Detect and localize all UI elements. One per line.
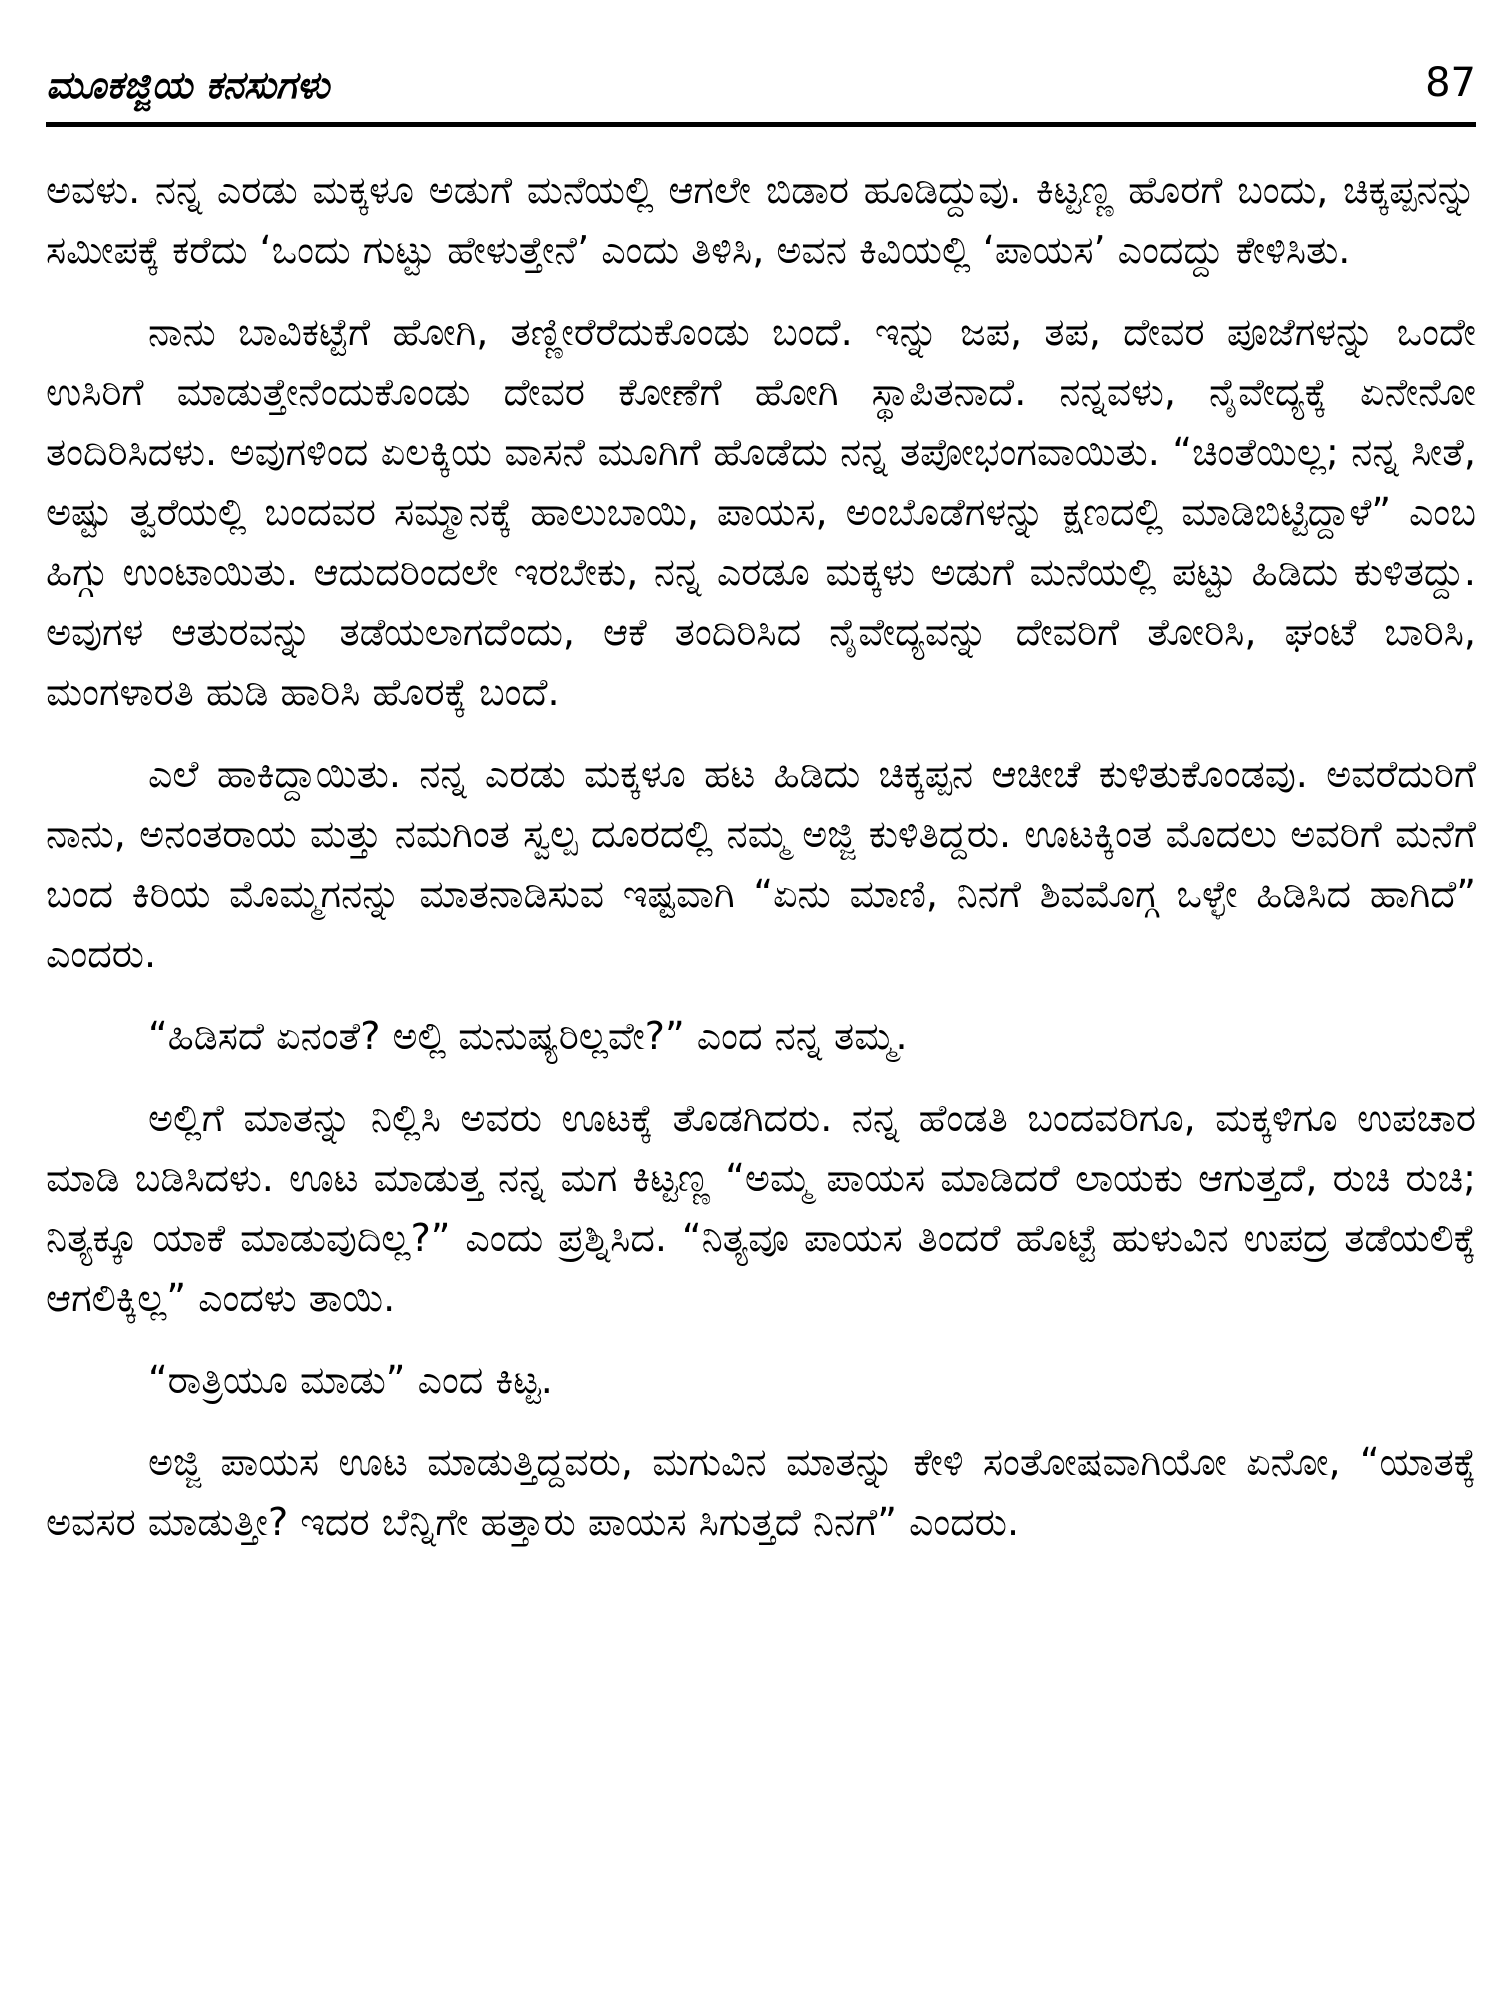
header-rule — [46, 122, 1476, 127]
paragraph: ಅವಳು. ನನ್ನ ಎರಡು ಮಕ್ಕಳೂ ಅಡುಗೆ ಮನೆಯಲ್ಲಿ ಆಗಲೇ ಬಿಡಾರ ಹೂಡಿದ್ದುವು. ಕಿಟ್ಟಣ್ಣ ಹೊರಗೆ ಬಂದು, ಚಿಕ್ಕಪ್ಪನನ್ನು ಸಮೀಪಕ್ಕೆ ಕರೆದು ‘ಒಂದು ಗುಟ್ಟು ಹೇಳುತ್ತೇನೆ’ ಎಂದು ತಿಳಿಸಿ, ಅವನ ಕಿವಿಯಲ್ಲಿ ‘ಪಾಯಸ’ ಎಂದದ್ದು ಕೇಳಿಸಿತು. — [46, 168, 1476, 272]
paragraph: ಅಲ್ಲಿಗೆ ಮಾತನ್ನು ನಿಲ್ಲಿಸಿ ಅವರು ಊಟಕ್ಕೆ ತೊಡಗಿದರು. ನನ್ನ ಹೆಂಡತಿ ಬಂದವರಿಗೂ, ಮಕ್ಕಳಿಗೂ ಉಪಚಾರ ಮಾಡಿ ಬಡಿಸಿದಳು. ಊಟ ಮಾಡುತ್ತ ನನ್ನ ಮಗ ಕಿಟ್ಟಣ್ಣ “ಅಮ್ಮ ಪಾಯಸ ಮಾಡಿದರೆ ಲಾಯಕು ಆಗುತ್ತದೆ, ರುಚಿ ರುಚಿ; ನಿತ್ಯಕ್ಕೂ ಯಾಕೆ ಮಾಡುವುದಿಲ್ಲ?” ಎಂದು ಪ್ರಶ್ನಿಸಿದ. “ನಿತ್ಯವೂ ಪಾಯಸ ತಿಂದರೆ ಹೊಟ್ಟೆ ಹುಳುವಿನ ಉಪದ್ರ ತಡೆಯಲಿಕ್ಕೆ ಆಗಲಿಕ್ಕಿಲ್ಲ” ಎಂದಳು ತಾಯಿ. — [46, 1096, 1476, 1320]
body-text — [46, 160, 1476, 1552]
paragraph: ನಾನು ಬಾವಿಕಟ್ಟೆಗೆ ಹೋಗಿ, ತಣ್ಣೀರೆರೆದುಕೊಂಡು ಬಂದೆ. ಇನ್ನು ಜಪ, ತಪ, ದೇವರ ಪೂಜೆಗಳನ್ನು ಒಂದೇ ಉಸಿರಿಗೆ ಮಾಡುತ್ತೇನೆಂದುಕೊಂಡು ದೇವರ ಕೋಣೆಗೆ ಹೋಗಿ ಸ್ಥಾಪಿತನಾದೆ. ನನ್ನವಳು, ನೈವೇದ್ಯಕ್ಕೆ ಏನೇನೋ ತಂದಿರಿಸಿದಳು. ಅವುಗಳಿಂದ ಏಲಕ್ಕಿಯ ವಾಸನೆ ಮೂಗಿಗೆ ಹೊಡೆದು ನನ್ನ ತಪೋಭಂಗವಾಯಿತು. “ಚಿಂತೆಯಿಲ್ಲ; ನನ್ನ ಸೀತೆ, ಅಷ್ಟು ತ್ವರೆಯಲ್ಲಿ ಬಂದವರ ಸಮ್ಮಾನಕ್ಕೆ ಹಾಲುಬಾಯಿ, ಪಾಯಸ, ಅಂಬೊಡೆಗಳನ್ನು ಕ್ಷಣದಲ್ಲಿ ಮಾಡಿಬಿಟ್ಟಿದ್ದಾಳೆ” ಎಂಬ ಹಿಗ್ಗು ಉಂಟಾಯಿತು. ಆದುದರಿಂದಲೇ ಇರಬೇಕು, ನನ್ನ ಎರಡೂ ಮಕ್ಕಳು ಅಡುಗೆ ಮನೆಯಲ್ಲಿ ಪಟ್ಟು ಹಿಡಿದು ಕುಳಿತದ್ದು. ಅವುಗಳ ಆತುರವನ್ನು ತಡೆಯಲಾಗದೆಂದು, ಆಕೆ ತಂದಿರಿಸಿದ ನೈವೇದ್ಯವನ್ನು ದೇವರಿಗೆ ತೋರಿಸಿ, ಘಂಟೆ ಬಾರಿಸಿ, ಮಂಗಳಾರತಿ ಹುಡಿ ಹಾರಿಸಿ ಹೊರಕ್ಕೆ ಬಂದೆ. — [46, 310, 1476, 714]
page-number: 87 — [1425, 60, 1476, 106]
paragraph: ಅಜ್ಜಿ ಪಾಯಸ ಊಟ ಮಾಡುತ್ತಿದ್ದವರು, ಮಗುವಿನ ಮಾತನ್ನು ಕೇಳಿ ಸಂತೋಷವಾಗಿಯೋ ಏನೋ, “ಯಾತಕ್ಕೆ ಅವಸರ ಮಾಡುತ್ತೀ? ಇದರ ಬೆನ್ನಿಗೇ ಹತ್ತಾರು ಪಾಯಸ ಸಿಗುತ್ತದೆ ನಿನಗೆ” ಎಂದರು. — [46, 1440, 1476, 1544]
paragraph: “ಹಿಡಿಸದೆ ಏನಂತೆ? ಅಲ್ಲಿ ಮನುಷ್ಯರಿಲ್ಲವೇ?” ಎಂದ ನನ್ನ ತಮ್ಮ. — [148, 1014, 908, 1058]
book-title: ಮೂಕಜ್ಜಿಯ ಕನಸುಗಳು — [46, 63, 330, 107]
paragraph: ಎಲೆ ಹಾಕಿದ್ದಾಯಿತು. ನನ್ನ ಎರಡು ಮಕ್ಕಳೂ ಹಟ ಹಿಡಿದು ಚಿಕ್ಕಪ್ಪನ ಆಚೀಚೆ ಕುಳಿತುಕೊಂಡವು. ಅವರೆದುರಿಗೆ ನಾನು, ಅನಂತರಾಯ ಮತ್ತು ನಮಗಿಂತ ಸ್ವಲ್ಪ ದೂರದಲ್ಲಿ ನಮ್ಮ ಅಜ್ಜಿ ಕುಳಿತಿದ್ದರು. ಊಟಕ್ಕಿಂತ ಮೊದಲು ಅವರಿಗೆ ಮನೆಗೆ ಬಂದ ಕಿರಿಯ ಮೊಮ್ಮಗನನ್ನು ಮಾತನಾಡಿಸುವ ಇಷ್ಟವಾಗಿ “ಏನು ಮಾಣಿ, ನಿನಗೆ ಶಿವಮೊಗ್ಗ ಒಳ್ಳೇ ಹಿಡಿಸಿದ ಹಾಗಿದೆ” ಎಂದರು. — [46, 752, 1476, 976]
paragraph: “ರಾತ್ರಿಯೂ ಮಾಡು” ಎಂದ ಕಿಟ್ಟ. — [148, 1358, 553, 1402]
running-header — [46, 62, 1476, 132]
